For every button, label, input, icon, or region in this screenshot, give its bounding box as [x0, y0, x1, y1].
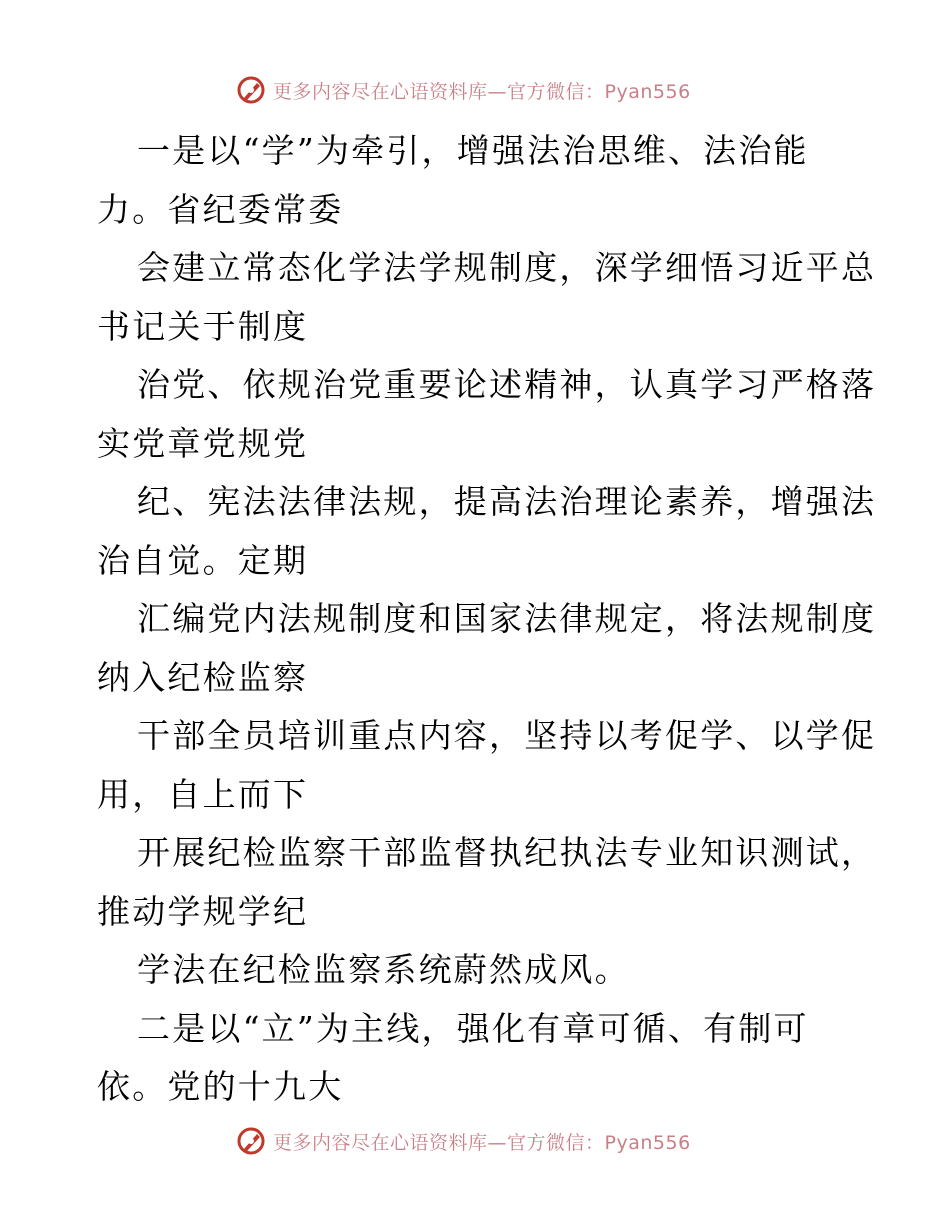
paragraph-line: 依。党的十九大 [97, 1067, 344, 1106]
watermark-text: 更多内容尽在心语资料库—官方微信：Pyan556 [273, 80, 691, 103]
paragraph-line: 干部全员培训重点内容，坚持以考促学、以学促 [137, 716, 877, 755]
paragraph-line: 治自觉。定期 [97, 540, 309, 580]
paragraph-line: 纪、宪法法律法规，提高法治理论素养，增强法 [137, 482, 877, 521]
paragraph-line: 二是以“立”为主线，强化有章可循、有制可 [137, 1008, 809, 1048]
header-watermark [235, 72, 691, 108]
paragraph-line: 实党章党规党 [97, 423, 309, 463]
paragraph-line: 推动学规学纪 [97, 891, 309, 931]
paragraph-line: 汇编党内法规制度和国家法律规定，将法规制度 [137, 599, 877, 638]
document-body [97, 122, 877, 1117]
paragraph-line: 一是以“学”为牵引，增强法治思维、法治能 [137, 131, 809, 170]
paragraph-line: 治党、依规治党重要论述精神，认真学习严格落 [137, 365, 877, 404]
paragraph-line: 用，自上而下 [97, 774, 309, 814]
watermark-text: 更多内容尽在心语资料库—官方微信：Pyan556 [273, 1131, 691, 1154]
footer-watermark [235, 1123, 691, 1159]
pen-nib-logo-icon [235, 74, 267, 106]
pen-nib-logo-icon [235, 1125, 267, 1157]
paragraph-line: 开展纪检监察干部监督执纪执法专业知识测试， [137, 833, 877, 872]
paragraph-line: 力。省纪委常委 [97, 189, 344, 229]
paragraph-line: 书记关于制度 [97, 306, 309, 346]
paragraph-line: 纳入纪检监察 [97, 657, 309, 697]
paragraph-line: 会建立常态化学法学规制度，深学细悟习近平总 [137, 248, 877, 287]
paragraph-line: 学法在纪检监察系统蔚然成风。 [137, 950, 630, 989]
